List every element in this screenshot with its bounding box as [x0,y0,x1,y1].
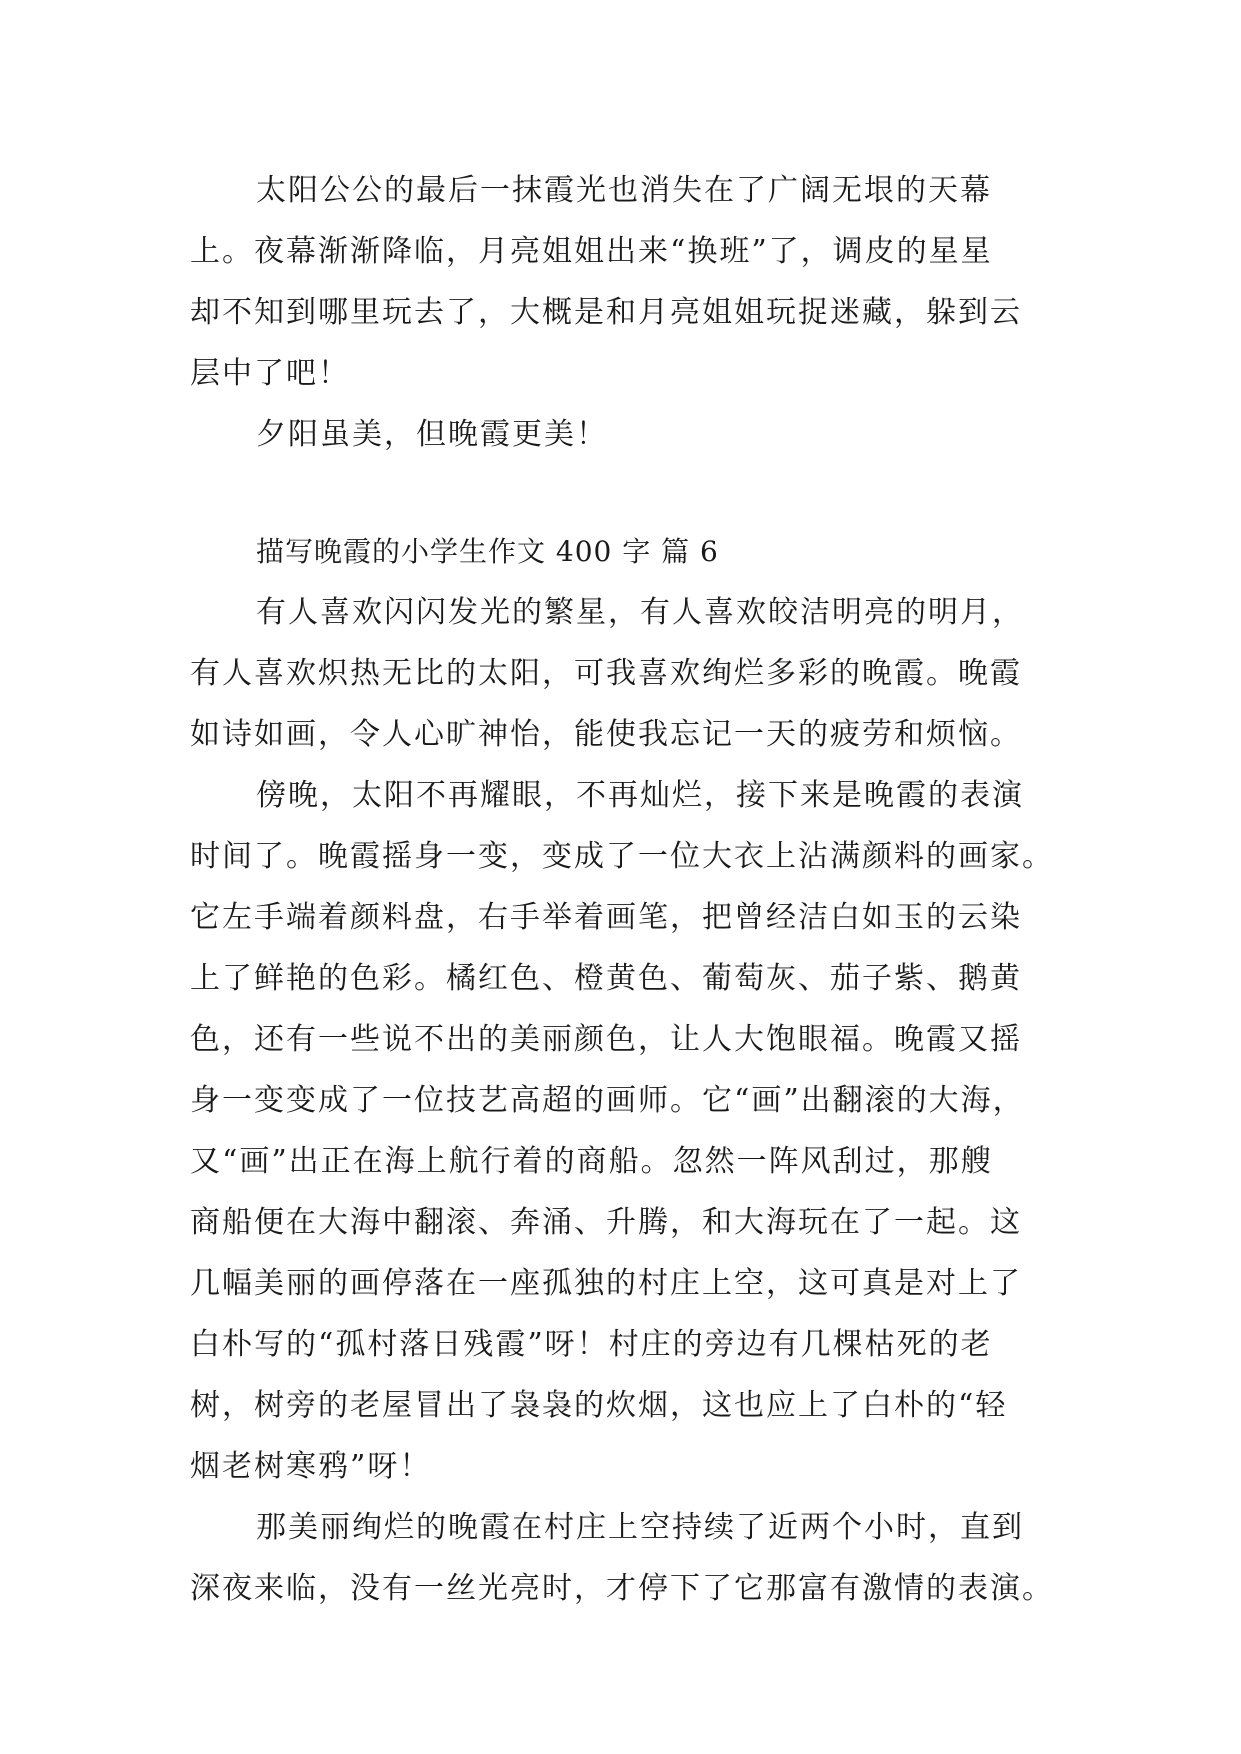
text-line: 却不知到哪里玩去了，大概是和月亮姐姐玩捉迷藏，躲到云 [190,295,1022,330]
text-line: 身一变变成了一位技艺高超的画师。它“画”出翻滚的大海， [190,1083,1025,1118]
text-line: 有人喜欢闪闪发光的繁星，有人喜欢皎洁明亮的明月， [256,595,1024,630]
text-line: 上了鲜艳的色彩。橘红色、橙黄色、葡萄灰、茄子紫、鹅黄 [190,961,1022,996]
document-body [190,160,1054,1619]
text-line: 上。夜幕渐渐降临，月亮姐姐出来“换班”了，调皮的星星 [190,234,993,269]
text-line: 烟老树寒鸦”呀！ [190,1449,432,1484]
text-line: 那美丽绚烂的晚霞在村庄上空持续了近两个小时，直到 [256,1510,1024,1545]
text-line: 如诗如画，令人心旷神怡，能使我忘记一天的疲劳和烦恼。 [190,717,1022,752]
paragraph [190,1497,1054,1619]
paragraph [190,160,1050,404]
text-line: 又“画”出正在海上航行着的商船。忽然一阵风刮过，那艘 [190,1144,993,1179]
section-gap [190,465,1050,521]
text-line: 深夜来临，没有一丝光亮时，才停下了它那富有激情的表演。 [190,1571,1054,1606]
text-line: 几幅美丽的画停落在一座孤独的村庄上空，这可真是对上了 [190,1266,1022,1301]
text-line: 商船便在大海中翻滚、奔涌、升腾，和大海玩在了一起。这 [190,1205,1022,1240]
text-line: 色，还有一些说不出的美丽颜色，让人大饱眼福。晚霞又摇 [190,1022,1022,1057]
text-line: 傍晚，太阳不再耀眼，不再灿烂，接下来是晚霞的表演 [256,778,1024,813]
text-line: 太阳公公的最后一抹霞光也消失在了广阔无垠的天幕 [256,173,992,208]
text-line: 树，树旁的老屋冒出了袅袅的炊烟，这也应上了白朴的“轻 [190,1388,1008,1423]
paragraph [190,404,1050,465]
section-heading-block [190,521,1050,582]
text-line: 有人喜欢炽热无比的太阳，可我喜欢绚烂多彩的晚霞。晚霞 [190,656,1022,691]
text-line: 层中了吧！ [190,356,350,391]
paragraph [190,582,1050,765]
text-line: 时间了。晚霞摇身一变，变成了一位大衣上沾满颜料的画家。 [190,839,1054,874]
text-line: 它左手端着颜料盘，右手举着画笔，把曾经洁白如玉的云染 [190,900,1022,935]
paragraph [190,765,1054,1497]
text-line: 白朴写的“孤村落日残霞”呀！村庄的旁边有几棵枯死的老 [190,1327,993,1362]
section-heading: 描写晚霞的小学生作文 400 字 篇 6 [256,535,719,568]
text-line: 夕阳虽美，但晚霞更美！ [256,417,608,452]
